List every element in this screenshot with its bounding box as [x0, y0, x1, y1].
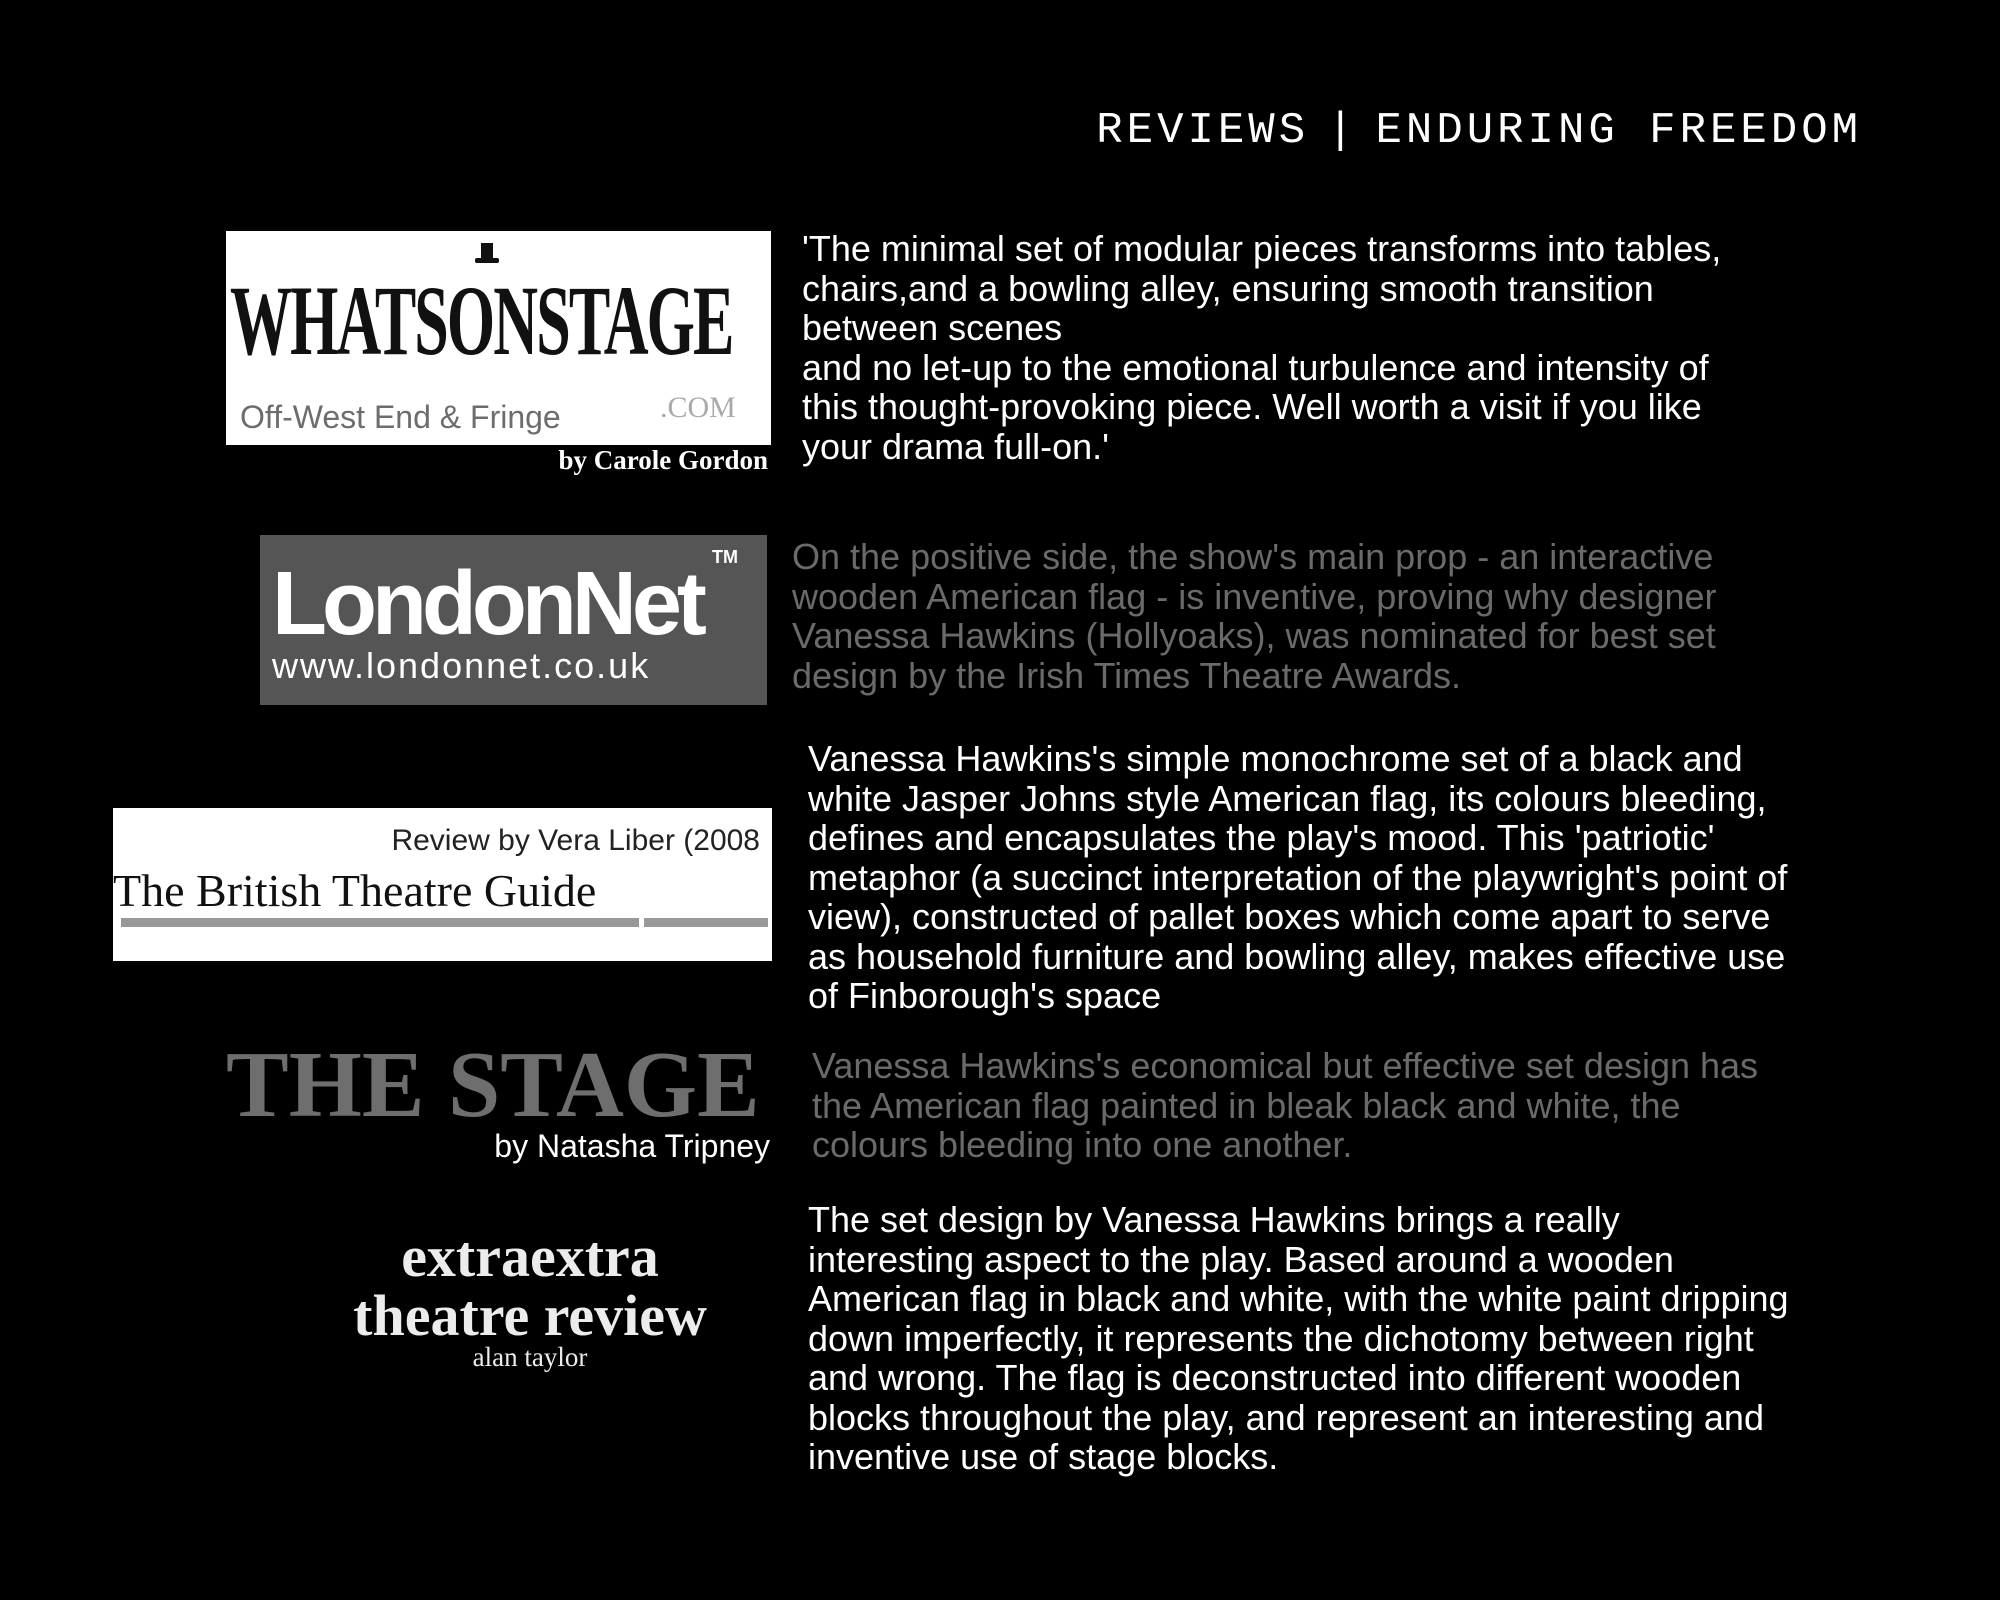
review-quote	[812, 1046, 1758, 1165]
page-title-section: REVIEWS	[1096, 106, 1310, 156]
quote-line: design by the Irish Times Theatre Awards.	[792, 654, 1462, 696]
extraextra-logo-author: alan taylor	[472, 1342, 588, 1372]
review-byline: by Natasha Tripney	[494, 1128, 770, 1164]
page-title	[1096, 106, 1862, 156]
londonnet-logo	[260, 535, 767, 705]
quote-line: as household furniture and bowling alley, makes effective use	[808, 935, 1786, 977]
quote-line: defines and encapsulates the play's mood. This 'patriotic'	[808, 817, 1715, 858]
extraextra-logo-name: extraextra	[401, 1224, 659, 1289]
whatsonstage-logo	[226, 231, 771, 445]
quote-line: interesting aspect to the play. Based around a wooden	[808, 1238, 1674, 1280]
whatsonstage-logo-subtitle: Off-West End & Fringe	[240, 399, 561, 435]
review-quote	[808, 1200, 1789, 1477]
title-separator: |	[1327, 106, 1358, 156]
british-theatre-guide-logo	[113, 808, 772, 961]
quote-line: The set design by Vanessa Hawkins brings a really	[808, 1199, 1620, 1240]
quote-line: between scenes	[802, 307, 1063, 348]
quote-line: and wrong. The flag is deconstructed into different wooden	[808, 1357, 1742, 1398]
quote-line: Vanessa Hawkins's simple monochrome set of a black and	[808, 738, 1743, 779]
quote-line: of Finborough's space	[808, 975, 1162, 1016]
quote-line: chairs,and a bowling alley, ensuring smooth transition	[802, 267, 1654, 309]
review-byline: by Carole Gordon	[558, 445, 768, 475]
londonnet-logo-url: www.londonnet.co.uk	[272, 645, 651, 686]
quote-line: the American flag painted in bleak black and white, the	[812, 1084, 1681, 1126]
quote-line: American flag in black and white, with the white paint dripping	[808, 1278, 1789, 1319]
btg-logo-title: The British Theatre Guide	[113, 865, 597, 916]
review-quote	[808, 739, 1787, 1016]
quote-line: inventive use of stage blocks.	[808, 1436, 1279, 1477]
trademark-mark: TM	[712, 547, 738, 567]
quote-line: colours bleeding into one another.	[812, 1124, 1353, 1165]
btg-review-by: Review by Vera Liber (2008	[391, 824, 760, 857]
the-stage-logo: THE STAGE	[226, 1033, 760, 1137]
quote-line: Vanessa Hawkins's economical but effective set design has	[812, 1045, 1759, 1086]
quote-line: On the positive side, the show's main prop - an interactive	[792, 536, 1714, 577]
quote-line: down imperfectly, it represents the dichotomy between right	[808, 1317, 1754, 1359]
quote-line: blocks throughout the play, and represent an interesting and	[808, 1396, 1764, 1438]
divider	[644, 918, 768, 927]
quote-line: 'The minimal set of modular pieces transforms into tables,	[802, 228, 1722, 269]
whatsonstage-logo-suffix: .COM	[660, 391, 736, 424]
quote-line: white Jasper Johns style American flag, its colours bleeding,	[808, 777, 1767, 819]
quote-line: your drama full-on.'	[802, 425, 1110, 467]
quote-line: this thought-provoking piece. Well worth a visit if you like	[802, 386, 1702, 427]
divider	[121, 918, 639, 927]
quote-line: Vanessa Hawkins (Hollyoaks), was nominated for best set	[792, 615, 1716, 656]
review-quote	[802, 229, 1721, 466]
review-quote	[792, 537, 1717, 695]
whatsonstage-logo-text: WHATSONSTAGE	[230, 265, 733, 376]
extraextra-logo	[290, 1224, 770, 1372]
quote-line: and no let-up to the emotional turbulence and intensity of	[802, 346, 1709, 388]
quote-line: view), constructed of pallet boxes which come apart to serve	[808, 896, 1771, 937]
londonnet-logo-text: LondonNet	[272, 554, 702, 654]
quote-line: wooden American flag - is inventive, proving why designer	[792, 575, 1717, 617]
page-title-production: ENDURING FREEDOM	[1375, 106, 1862, 156]
extraextra-logo-subtitle: theatre review	[353, 1283, 707, 1348]
quote-line: metaphor (a succinct interpretation of the playwright's point of	[808, 856, 1788, 898]
